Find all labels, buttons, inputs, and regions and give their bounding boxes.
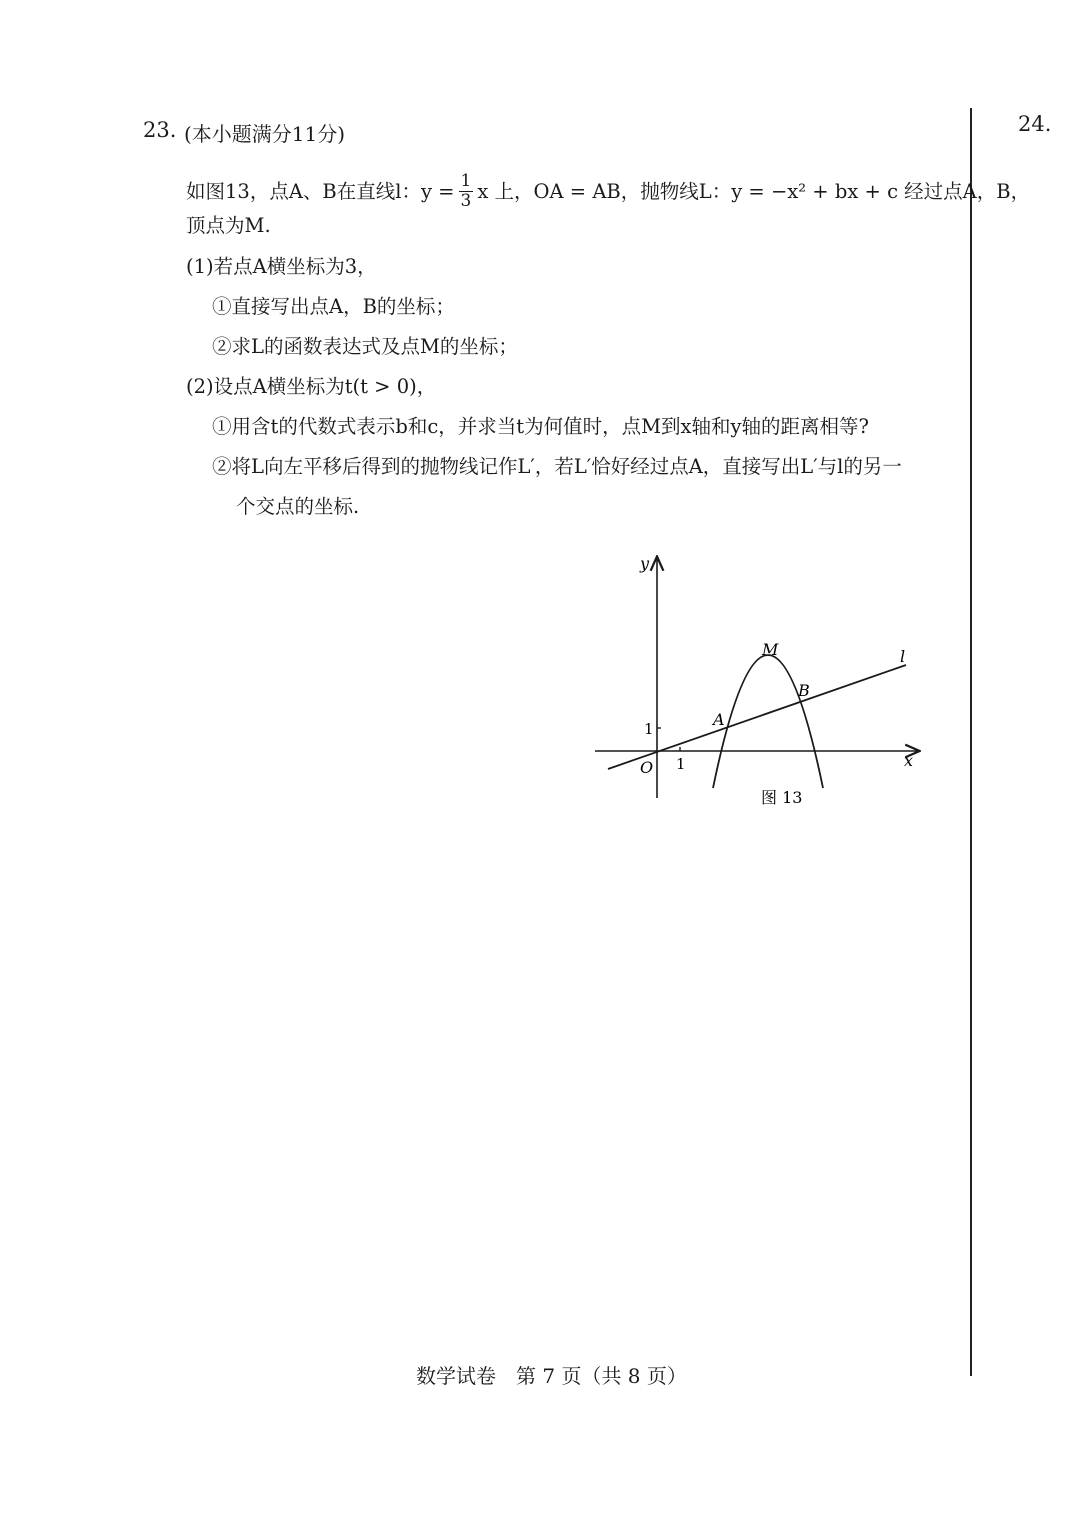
label-M: M [762,640,779,659]
parabola-L [713,655,823,788]
label-x: x [904,751,914,770]
question-number: 23. [143,118,177,142]
fraction-one-third [459,172,474,211]
intro-text-b: x 上，OA = AB，抛物线L：y = −x² + bx + c 经过点A，B， [477,179,1031,203]
next-question-number: 24. [1018,112,1052,136]
label-origin: O [640,758,654,777]
part-2: (2)设点A横坐标为t(t > 0)， [186,375,437,398]
label-A: A [713,710,725,729]
label-y: y [640,554,650,573]
label-one-x: 1 [676,755,686,773]
intro-text-a: 如图13，点A、B在直线l：y = [186,179,455,203]
figure-13 [590,548,930,822]
label-l: l [900,647,906,666]
fraction-numerator: 1 [460,171,472,191]
column-divider [970,108,972,1376]
question-points: (本小题满分11分) [184,122,346,146]
figure-13-svg [590,548,930,818]
part-2-sub-2-cont: 个交点的坐标. [236,495,360,518]
page-footer: 数学试卷 第 7 页（共 8 页） [416,1364,687,1388]
fraction-denominator: 3 [460,191,472,211]
line-l [608,665,906,769]
intro-line-2: 顶点为M. [186,214,271,237]
label-one-y: 1 [644,720,654,738]
part-1-sub-2: ②求L的函数表达式及点M的坐标； [212,335,518,358]
part-1-sub-1: ①直接写出点A，B的坐标； [212,295,455,318]
figure-caption: 图 13 [761,788,803,807]
intro-line [186,172,1030,211]
label-B: B [798,681,810,700]
part-2-sub-1: ①用含t的代数式表示b和c，并求当t为何值时，点M到x轴和y轴的距离相等? [212,415,870,438]
part-1: (1)若点A横坐标为3， [186,255,377,278]
part-2-sub-2: ②将L向左平移后得到的抛物线记作L′，若L′恰好经过点A，直接写出L′与l的另一 [212,455,902,478]
